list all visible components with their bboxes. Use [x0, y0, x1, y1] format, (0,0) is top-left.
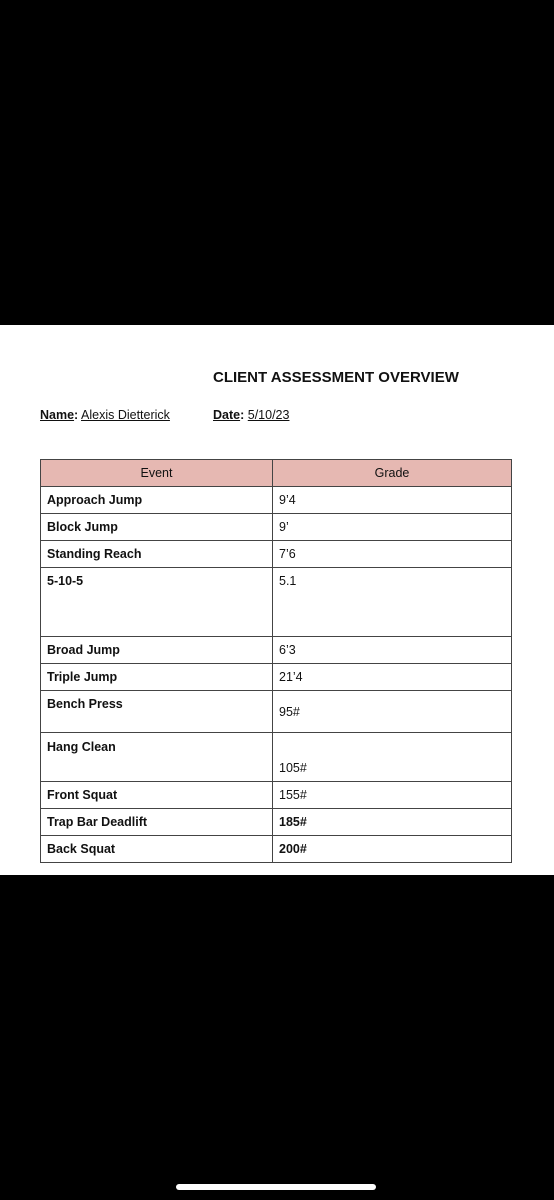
name-label: Name [40, 408, 75, 422]
grade-cell: 6’3 [273, 637, 512, 664]
event-cell: Standing Reach [41, 541, 273, 568]
table-row [41, 568, 512, 637]
grade-cell: 155# [273, 782, 512, 809]
table-row [41, 541, 512, 568]
event-cell: Back Squat [41, 836, 273, 863]
table-row [41, 514, 512, 541]
column-header-grade: Grade [273, 460, 512, 487]
home-indicator[interactable] [176, 1184, 376, 1190]
grade-cell: 21’4 [273, 664, 512, 691]
event-cell: Broad Jump [41, 637, 273, 664]
table-row [41, 691, 512, 733]
event-cell: Triple Jump [41, 664, 273, 691]
date-value: 5/10/23 [247, 408, 290, 422]
grade-cell: 7’6 [273, 541, 512, 568]
table-row [41, 664, 512, 691]
grade-cell: 200# [273, 836, 512, 863]
table-row [41, 733, 512, 782]
grade-cell: 105# [273, 733, 512, 782]
event-cell: Approach Jump [41, 487, 273, 514]
grade-cell: 95# [273, 691, 512, 733]
event-cell: 5-10-5 [41, 568, 273, 637]
date-label: Date [213, 408, 241, 422]
document-page [0, 325, 554, 875]
client-name: Name: Alexis Dietterick [40, 408, 170, 422]
assessment-table [40, 459, 512, 863]
event-cell: Trap Bar Deadlift [41, 809, 273, 836]
name-value: Alexis Dietterick [81, 408, 170, 422]
document-title: CLIENT ASSESSMENT OVERVIEW [213, 369, 459, 386]
grade-cell: 9’4 [273, 487, 512, 514]
table-row [41, 637, 512, 664]
grade-cell: 5.1 [273, 568, 512, 637]
assessment-date: Date: 5/10/23 [213, 408, 290, 422]
grade-cell: 185# [273, 809, 512, 836]
table-header-row [41, 460, 512, 487]
table-row [41, 487, 512, 514]
table-row [41, 809, 512, 836]
table-row [41, 836, 512, 863]
event-cell: Bench Press [41, 691, 273, 733]
event-cell: Block Jump [41, 514, 273, 541]
table-row [41, 782, 512, 809]
event-cell: Front Squat [41, 782, 273, 809]
event-cell: Hang Clean [41, 733, 273, 782]
grade-cell: 9’ [273, 514, 512, 541]
column-header-event: Event [41, 460, 273, 487]
